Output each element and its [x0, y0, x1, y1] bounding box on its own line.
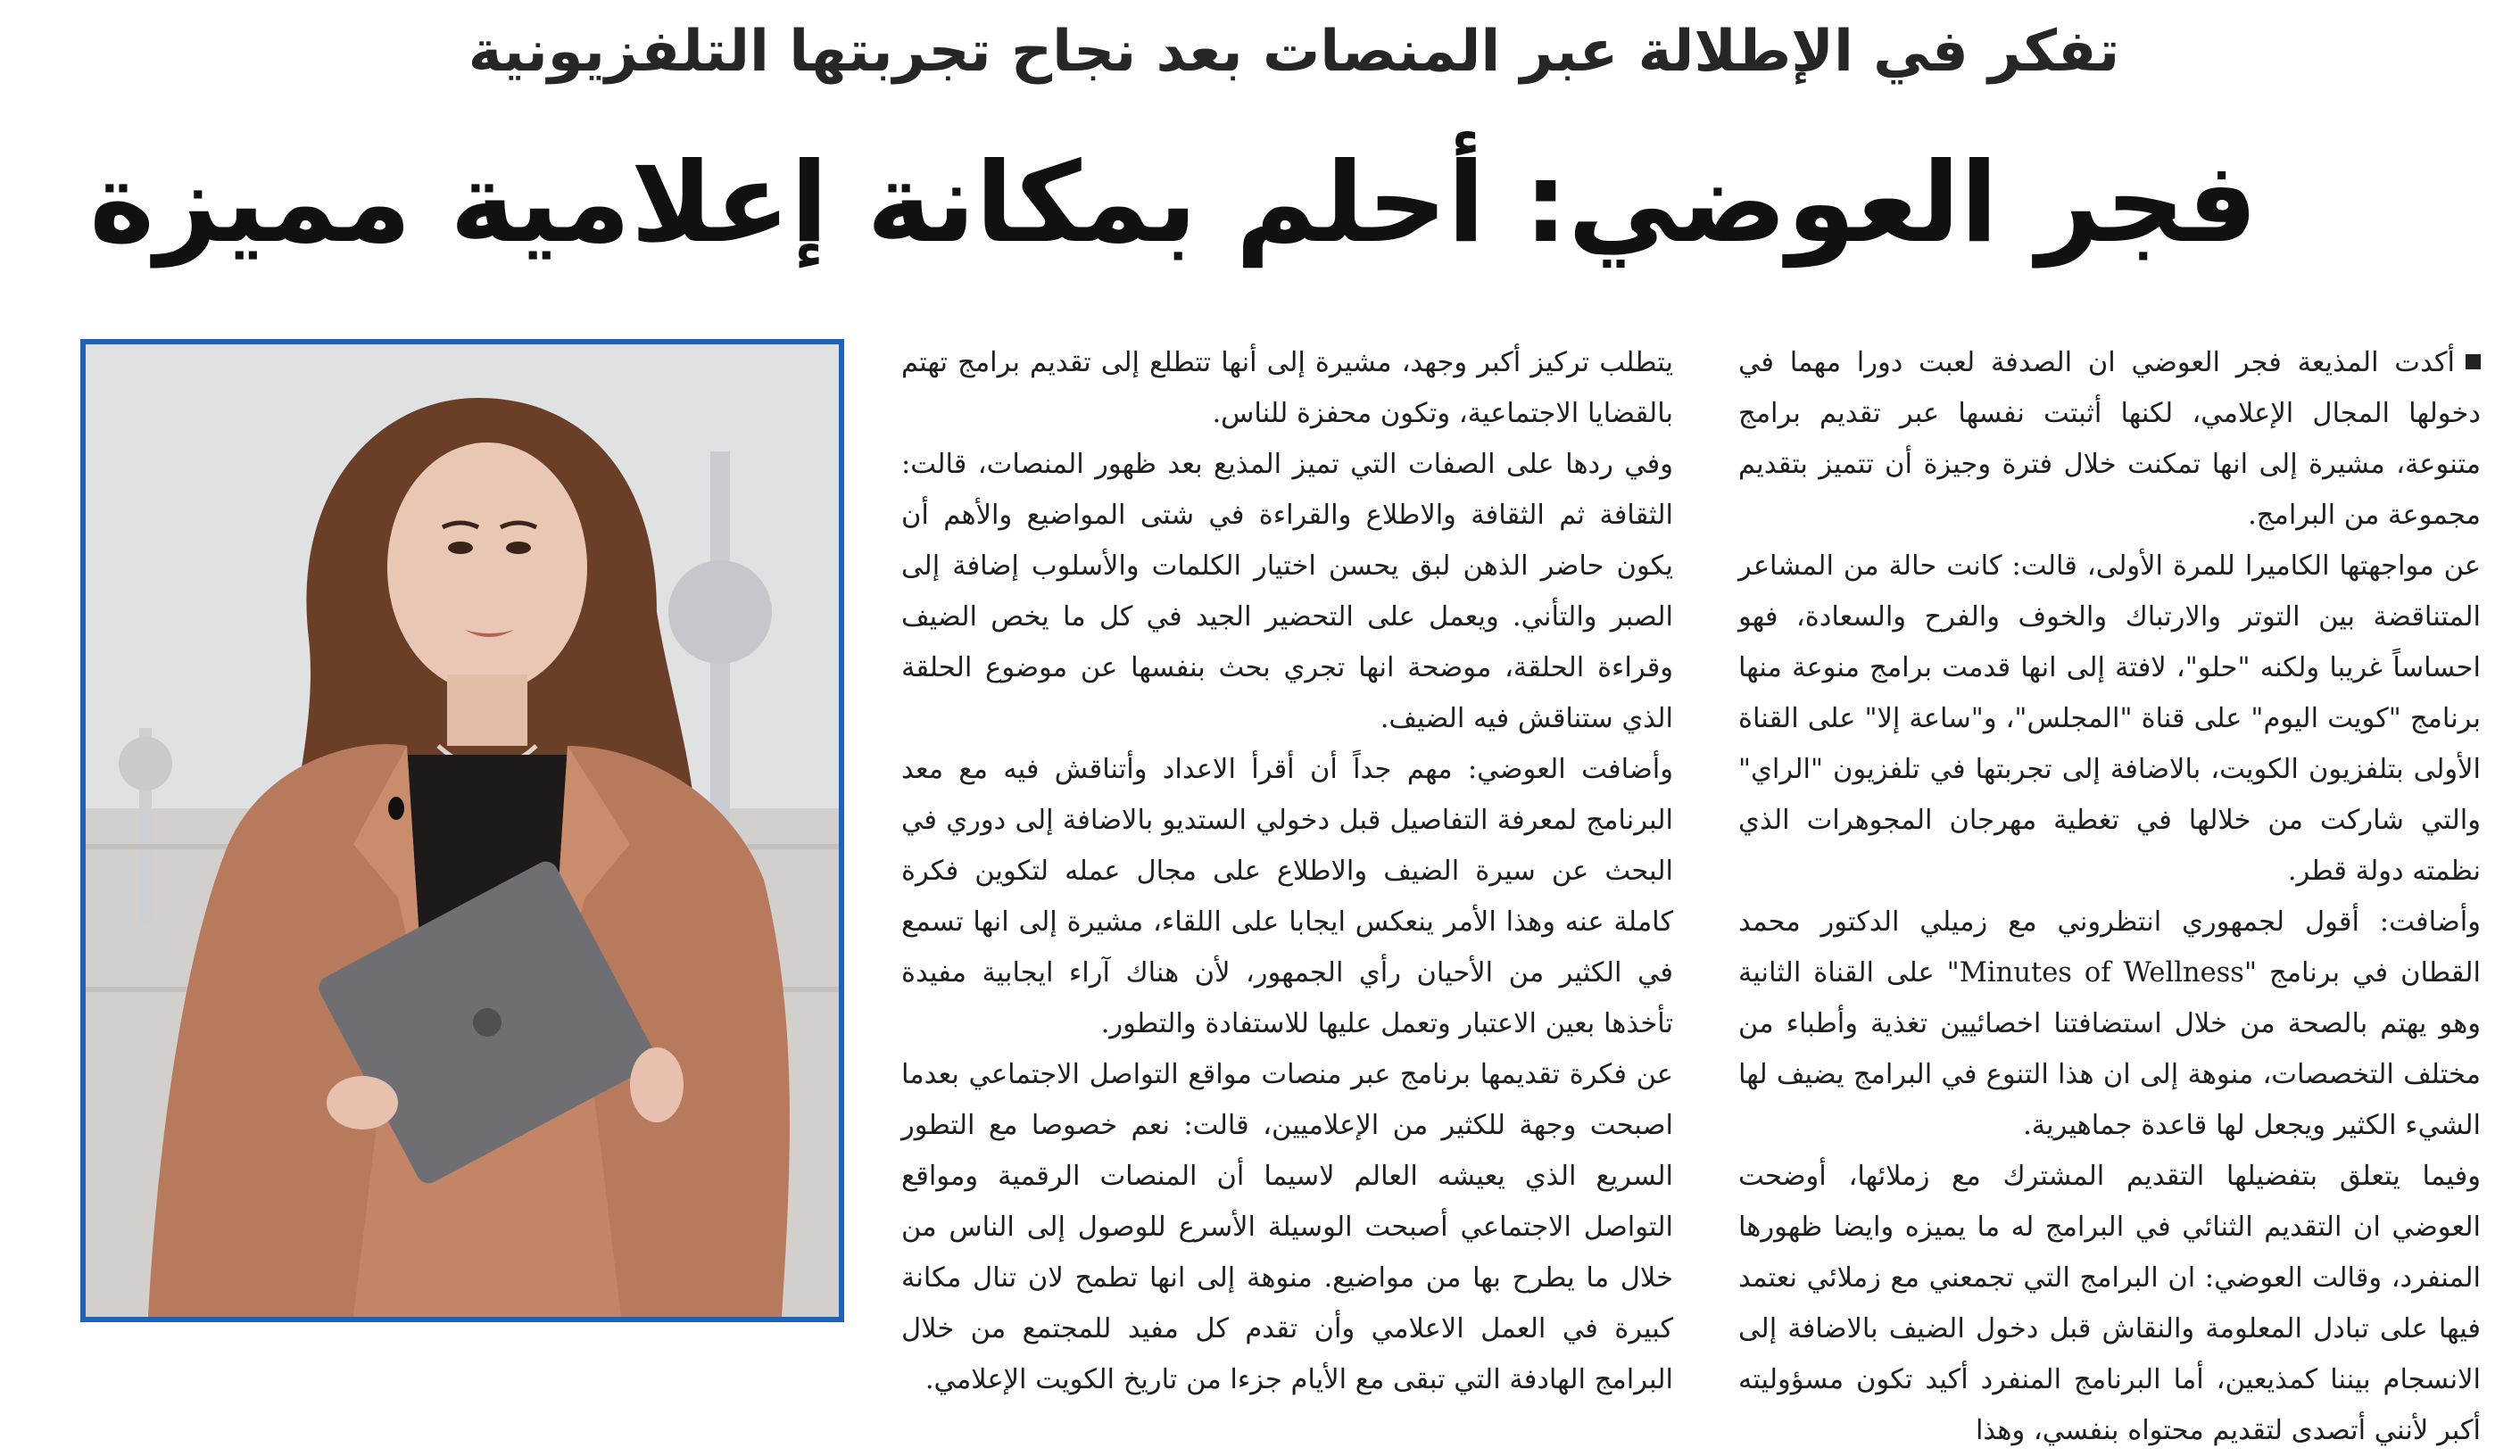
hand	[327, 1076, 398, 1129]
face	[387, 443, 587, 692]
presenter-photo	[80, 339, 844, 1322]
article-kicker: تفكر في الإطلالة عبر المنصات بعد نجاح تجربتها التلفزيونية	[468, 19, 2120, 85]
paragraph: وفيما يتعلق بتفضيلها التقديم المشترك مع زملائها، أوضحت العوضي ان التقديم الثنائي في البرامج له ما يميزه وايضا ظهورها المنفرد، وقالت العوضي: ان البرامج التي تجمعني مع زملائي نعتمد فيها على تبادل المعلومة والنقاش قبل دخول الضيف بالاضافة إلى الانسجام بيننا كمذيعين، أما البرنامج المنفرد أكيد تكون مسؤوليته أكبر لأنني أتصدى لتقديم محتواه بنفسي، وهذا	[1738, 1161, 2481, 1446]
eye	[448, 542, 473, 554]
paragraph-text: وأضافت: أقول لجمهوري انتظروني مع زميلي الدكتور محمد القطان في برنامج "	[1738, 906, 2481, 989]
eye	[506, 542, 531, 554]
article-column-right	[1738, 337, 2481, 1456]
hand	[630, 1047, 684, 1122]
paragraph	[1738, 897, 2481, 1151]
paragraph: عن فكرة تقديمها برنامج عبر منصات مواقع التواصل الاجتماعي بعدما اصبحت وجهة للكثير من الإعلاميين، قالت: نعم خصوصا مع التطور السريع الذي يعيشه العالم لاسيما أن المنصات الرقمية ومواقع التواصل الاجتماعي أصبحت الوسيلة الأسرع للوصول إلى الناس من خلال ما يطرح بها من مواضيع. منوهة إلى انها تطمح لان تنال مكانة كبيرة في العمل الاعلامي وأن تقدم كل مفيد للمجتمع من خلال البرامج الهادفة التي تبقى مع الأيام جزءا من تاريخ الكويت الإعلامي.	[901, 1059, 1673, 1395]
article-column-middle	[901, 337, 1673, 1405]
paragraph: عن مواجهتها الكاميرا للمرة الأولى، قالت: كانت حالة من المشاعر المتناقضة بين التوتر والارتباك والخوف والفرح والسعادة، فهو احساساً غريبا ولكنه "حلو"، لافتة إلى انها قدمت برامج منوعة منها برنامج "كويت اليوم" على قناة "المجلس"، و"ساعة إلا" على القناة الأولى بتلفزيون الكويت، بالاضافة إلى تجربتها في تلفزيون "الراي" والتي شاركت من خلالها في تغطية مهرجان المجوهرات الذي نظمته دولة قطر.	[1738, 550, 2481, 887]
paragraph-text: أكدت المذيعة فجر العوضي ان الصدفة لعبت دورا مهما في دخولها المجال الإعلامي، لكنها أثبتت نفسها عبر تقديم برامج متنوعة، مشيرة إلى انها تمكنت خلال فترة وجيزة أن تتميز بتقديم مجموعة من البرامج.	[1738, 347, 2481, 531]
article-headline: فجر العوضي: أحلم بمكانة إعلامية مميزة	[89, 139, 2258, 268]
program-name-english: Minutes of Wellness	[1959, 957, 2244, 989]
tower-small-sphere	[119, 737, 172, 790]
paragraph	[1738, 337, 2481, 541]
paragraph-text: " على القناة الثانية وهو يهتم بالصحة من خلال استضافتنا اخصائيين تغذية وأطباء من مختلف التخصصات، منوهة إلى ان هذا التنوع في البرامج يضيف لها الشيء الكثير ويجعل لها قاعدة جماهيرية.	[1738, 957, 2481, 1141]
paragraph: وفي ردها على الصفات التي تميز المذيع بعد ظهور المنصات، قالت: الثقافة ثم الثقافة والاطلاع والقراءة في شتى المواضيع والأهم أن يكون حاضر الذهن لبق يحسن اختيار الكلمات والأسلوب إضافة إلى الصبر والتأني. ويعمل على التحضير الجيد في كل ما يخص الضيف وقراءة الحلقة، موضحة انها تجري بحث بنفسها عن موضوع الحلقة الذي ستناقش فيه الضيف.	[901, 449, 1673, 734]
paragraph: يتطلب تركيز أكبر وجهد، مشيرة إلى أنها تتطلع إلى تقديم برامج تهتم بالقضايا الاجتماعية، وتكون محفزة للناس.	[901, 347, 1673, 429]
bullet-square-icon	[2466, 354, 2481, 369]
presenter-illustration	[86, 344, 839, 1317]
tower-sphere	[668, 560, 772, 664]
clip-microphone-icon	[388, 797, 404, 820]
paragraph: وأضافت العوضي: مهم جداً أن أقرأ الاعداد وأتناقش فيه مع معد البرنامج لمعرفة التفاصيل قبل دخولي الستديو بالاضافة إلى دوري في البحث عن سيرة الضيف والاطلاع على مجال عمله لتكوين فكرة كاملة عنه وهذا الأمر ينعكس ايجابا على اللقاء، مشيرة إلى انها تسمع في الكثير من الأحيان رأي الجمهور، لأن هناك آراء ايجابية مفيدة تأخذها بعين الاعتبار وتعمل عليها للاستفادة والتطور.	[901, 754, 1673, 1039]
neck	[447, 674, 527, 746]
